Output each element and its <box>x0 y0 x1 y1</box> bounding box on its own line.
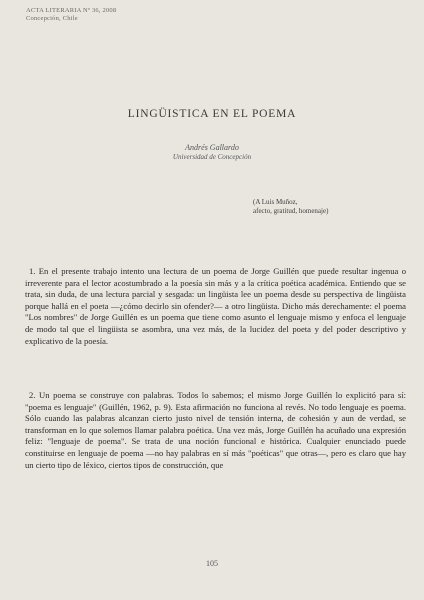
journal-location: Concepción, Chile <box>26 15 78 22</box>
author-affiliation: Universidad de Concepción <box>172 153 252 161</box>
dedication <box>253 198 328 216</box>
article-title: LINGÜISTICA EN EL POEMA <box>127 108 297 120</box>
running-header <box>26 7 116 23</box>
dedication-line-1: (A Luis Muñoz, <box>253 198 298 206</box>
paragraph-1: 1. En el presente trabajo intento una lectura de un poema de Jorge Guillén que puede resultar ingenua o irreverente para el lector acostumbrado a la poesía sin más y a la crítica poética académica. Entiendo que se trata, sin duda, de una lectura parcial y sesgada: un lingüista lee un poema desde su perspectiva de lingüista porque hallá en el poeta —¿cómo decirlo sin ofender?— a otro lingüista. Dicho más derechamente: el poema "Los nombres" de Jorge Guillén es un poema que tiene como asunto el lenguaje mismo y enfoca el lenguaje de modo tal que el lingüista se asombra, una vez más, de la lucidez del poeta y del poder descriptivo y explicativo de la poesía. <box>25 266 406 346</box>
author-name: Andrés Gallardo <box>185 143 239 152</box>
page-number: 105 <box>206 559 218 568</box>
journal-name: ACTA LITERARIA Nº 36, 2008 <box>26 7 117 14</box>
paragraph-2: 2. Un poema se construye con palabras. Todos lo sabemos; el mismo Jorge Guillén lo explicitó para sí: "poema es lenguaje" (Guillén, 1962, p. 9). Esta afirmación no funciona al revés. No todo lenguaje es poema. Sólo cuando las palabras alcanzan cierto justo nivel de tensión interna, de cohesión y aun de verdad, se transforman en lo que solemos llamar palabra poética. Una vez más, Jorge Guillén ha acuñado una expresión feliz: "lenguaje de poema". Se trata de una noción funcional e histórica. Cualquier enunciado puede constituirse en lenguaje de poema —no hay palabras en sí más "poéticas" que otras—, pero es claro que hay un cierto tipo de léxico, ciertos tipos de construcción, que <box>25 390 406 470</box>
dedication-line-2: afecto, gratitud, homenaje) <box>253 207 329 215</box>
